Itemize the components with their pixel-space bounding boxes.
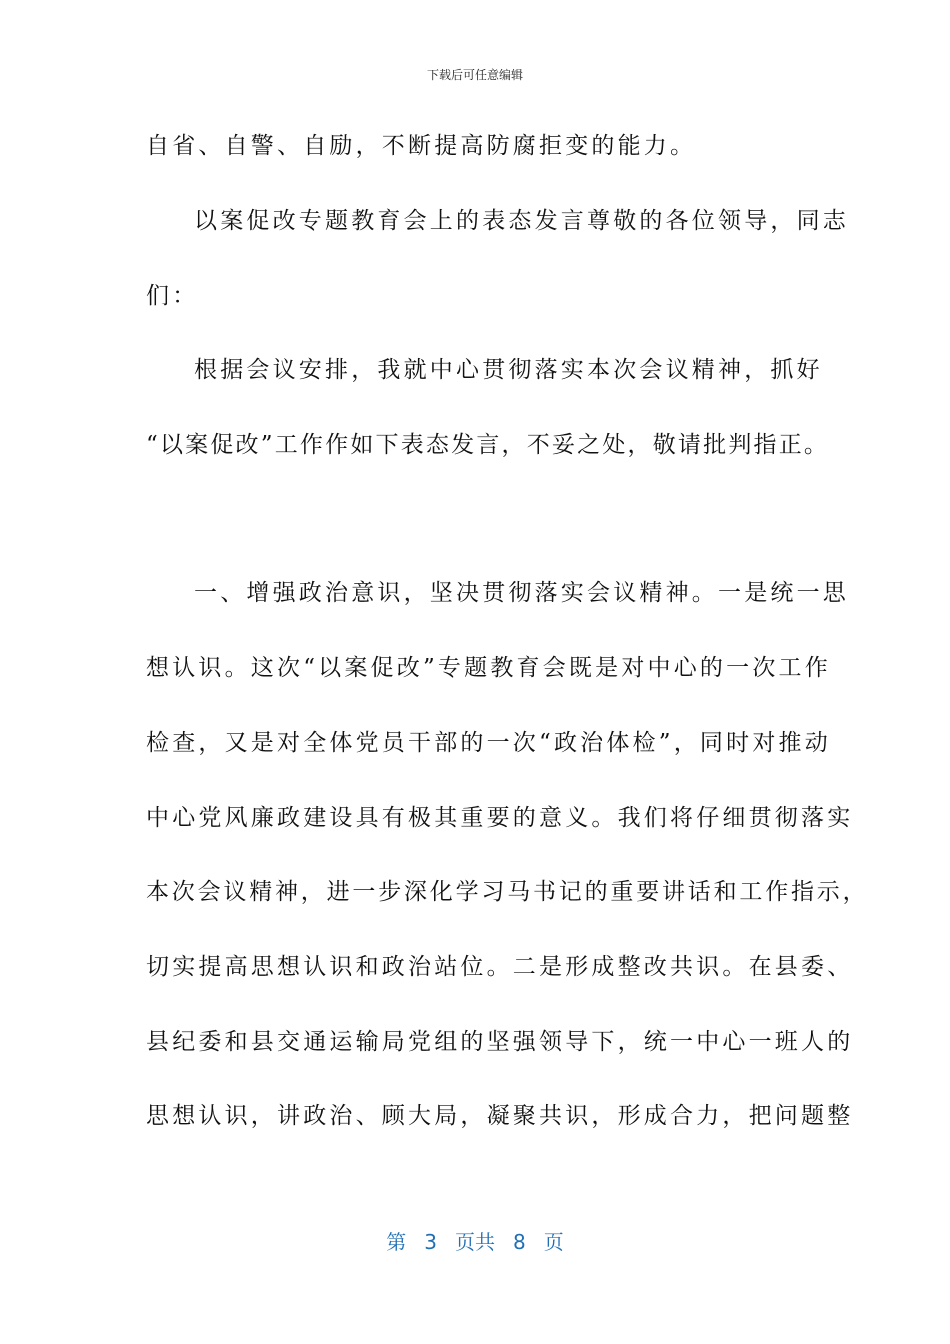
footer-suffix: 页 bbox=[543, 1230, 564, 1254]
text-line: 想认识。这次“以案促改”专题教育会既是对中心的一次工作 bbox=[146, 655, 831, 681]
text-line: 切实提高思想认识和政治站位。二是形成整改共识。在县委、 bbox=[146, 954, 854, 980]
text-line: 以案促改专题教育会上的表态发言尊敬的各位领导，同志 bbox=[194, 208, 849, 234]
text-line: “以案促改”工作作如下表态发言，不妥之处，敬请批判指正。 bbox=[146, 432, 830, 458]
text-line: 本次会议精神，进一步深化学习马书记的重要讲话和工作指示， bbox=[146, 879, 869, 905]
text-line: 们： bbox=[146, 283, 199, 309]
text-line: 检查，又是对全体党员干部的一次“政治体检”，同时对推动 bbox=[146, 730, 831, 756]
footer-page-number: 3 bbox=[424, 1230, 437, 1254]
text-line: 县纪委和县交通运输局党组的坚强领导下，统一中心一班人的 bbox=[146, 1029, 854, 1055]
text-line: 自省、自警、自励，不断提高防腐拒变的能力。 bbox=[146, 133, 697, 159]
text-line: 根据会议安排，我就中心贯彻落实本次会议精神，抓好 bbox=[194, 357, 823, 383]
page-header: 下载后可任意编辑 bbox=[426, 68, 523, 82]
footer-total-pages: 8 bbox=[513, 1230, 526, 1254]
page-footer bbox=[0, 1226, 950, 1255]
footer-middle: 页共 bbox=[455, 1230, 495, 1254]
text-line: 思想认识，讲政治、顾大局，凝聚共识，形成合力，把问题整 bbox=[146, 1103, 854, 1129]
footer-prefix: 第 bbox=[386, 1230, 407, 1254]
text-line: 一、增强政治意识，坚决贯彻落实会议精神。一是统一思 bbox=[194, 580, 849, 606]
text-line: 中心党风廉政建设具有极其重要的意义。我们将仔细贯彻落实 bbox=[146, 805, 854, 831]
